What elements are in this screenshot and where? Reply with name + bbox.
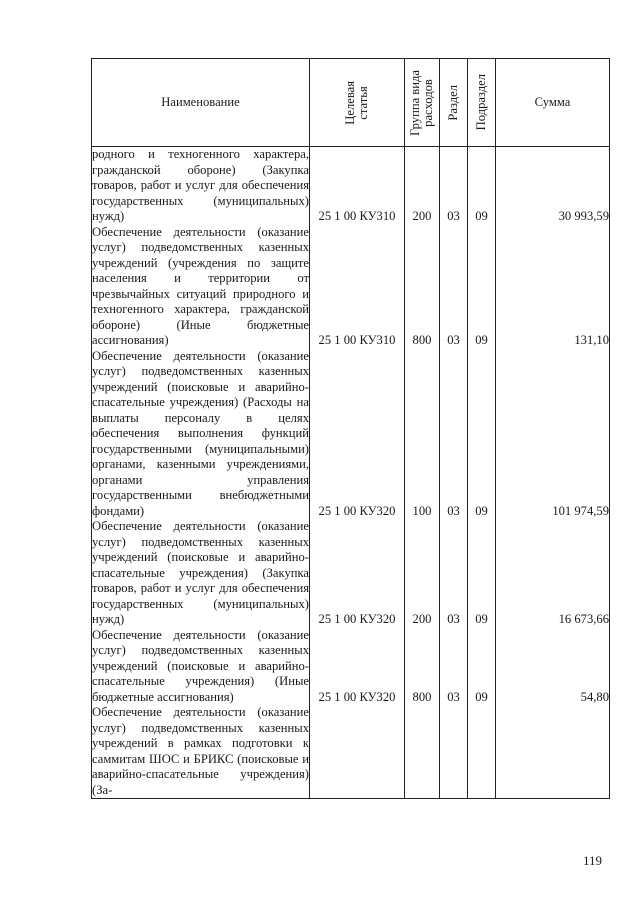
row-amount: 131,10: [496, 225, 610, 349]
row-subsection: 09: [468, 519, 496, 628]
row-amount: 30 993,59: [496, 147, 610, 225]
row-amount: 101 974,59: [496, 349, 610, 520]
row-amount: 54,80: [496, 628, 610, 706]
row-subsection: 09: [468, 225, 496, 349]
row-subsection: 09: [468, 628, 496, 706]
row-group: 800: [405, 628, 440, 706]
row-group: 200: [405, 519, 440, 628]
row-section: [440, 705, 468, 799]
header-subsection: Подраздел: [468, 59, 496, 147]
row-amount: [496, 705, 610, 799]
row-subsection: 09: [468, 349, 496, 520]
row-amount: 16 673,66: [496, 519, 610, 628]
table-row: [92, 705, 610, 799]
page-number: 119: [583, 853, 603, 868]
table-row: [92, 147, 610, 225]
row-target: 25 1 00 КУ310: [310, 225, 405, 349]
row-target: 25 1 00 КУ320: [310, 349, 405, 520]
row-group: 200: [405, 147, 440, 225]
table-header-row: [92, 59, 610, 147]
row-section: 03: [440, 628, 468, 706]
row-name: Обеспечение деятельности (оказание услуг) подведомственных казенных учреждений в рамках подготовки к саммитам ШОС и БРИКС (поисковые и аварийно-спасательные учреждения) (За-: [92, 705, 309, 797]
table-row: [92, 349, 610, 520]
row-group: [405, 705, 440, 799]
row-section: 03: [440, 519, 468, 628]
row-section: 03: [440, 349, 468, 520]
row-section: 03: [440, 147, 468, 225]
row-group: 100: [405, 349, 440, 520]
row-group: 800: [405, 225, 440, 349]
row-subsection: [468, 705, 496, 799]
header-expense-group: Группа вида расходов: [405, 59, 440, 147]
table-row: [92, 225, 610, 349]
row-target: 25 1 00 КУ320: [310, 519, 405, 628]
row-target: 25 1 00 КУ320: [310, 628, 405, 706]
header-amount: Сумма: [496, 59, 610, 147]
header-section: Раздел: [440, 59, 468, 147]
row-name: родного и техногенного характера, гражданской обороне) (Закупка товаров, работ и услуг для обеспечения государственных (муниципальных) нужд): [92, 147, 309, 223]
row-name: Обеспечение деятельности (оказание услуг) подведомственных казенных учреждений (поисковые и аварийно-спасательные учреждения) (Иные бюджетные ассигнования): [92, 627, 309, 704]
row-name: Обеспечение деятельности (оказание услуг) подведомственных казенных учреждений (учреждения по защите населения и территории от чрезвычайных ситуаций природного и техногенного характера, гражданской обороне) (Иные бюджетные ассигнования): [92, 224, 309, 347]
row-name: Обеспечение деятельности (оказание услуг) подведомственных казенных учреждений (поисковые и аварийно-спасательные учреждения) (Расходы на выплаты персоналу в целях обеспечения выполнения функций государственными (муниципальными) органами, казенными учреждениями, органами управления государственными внебюджетными фондами): [92, 348, 309, 518]
row-target: [310, 705, 405, 799]
row-subsection: 09: [468, 147, 496, 225]
header-name: Наименование: [92, 59, 310, 147]
table-row: [92, 628, 610, 706]
row-name: Обеспечение деятельности (оказание услуг) подведомственных казенных учреждений (поисковые и аварийно-спасательные учреждения) (Закупка товаров, работ и услуг для обеспечения государственных (муниципальных) нужд): [92, 519, 309, 626]
table-row: [92, 519, 610, 628]
row-section: 03: [440, 225, 468, 349]
header-target: Целевая статья: [310, 59, 405, 147]
budget-table: [91, 58, 610, 799]
row-target: 25 1 00 КУ310: [310, 147, 405, 225]
